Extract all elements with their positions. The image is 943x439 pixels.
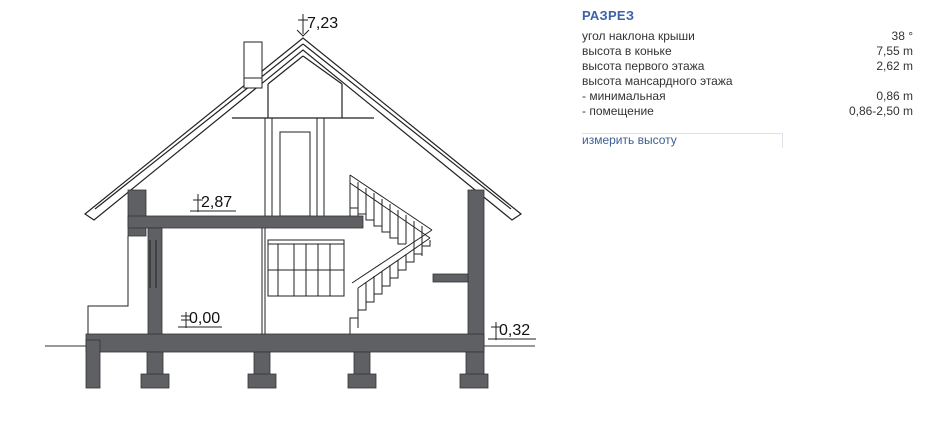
row-value: 38 ° (891, 29, 913, 43)
elevation-label-terrain: 0,32 (499, 322, 531, 339)
row-value: 7,55 m (876, 44, 913, 58)
window (262, 228, 344, 334)
elevation-label-ground: 0,00 (189, 310, 221, 327)
row-label: высота в коньке (582, 44, 672, 58)
chimney (244, 42, 262, 88)
row-label: - помещение (582, 104, 654, 118)
row-value: 0,86-2,50 m (848, 104, 913, 118)
row-value: 2,62 m (876, 59, 913, 73)
row-roof-angle (582, 29, 913, 44)
row-label: высота первого этажа (582, 59, 705, 73)
row-ridge-height (582, 44, 913, 59)
section-info-panel (582, 8, 913, 148)
row-label: - минимальная (582, 89, 666, 103)
row-attic-height (582, 74, 913, 89)
elevation-marker-ground (178, 310, 222, 328)
elevation-label-ridge: 7,23 (307, 15, 339, 32)
row-first-floor-height (582, 59, 913, 74)
elevation-marker-ridge (297, 14, 338, 36)
roof (85, 38, 521, 220)
elevation-marker-attic (190, 194, 236, 212)
row-label: высота мансардного этажа (582, 74, 733, 88)
elevation-label-attic: 2,87 (201, 194, 233, 211)
section-heading: РАЗРЕЗ (582, 8, 635, 23)
row-label: угол наклона крыши (582, 29, 695, 43)
row-value: 0,86 m (876, 89, 913, 103)
attic-partition (265, 118, 324, 216)
row-attic-min (582, 89, 913, 104)
row-attic-room (582, 104, 913, 119)
elevation-marker-terrain (488, 322, 536, 340)
measure-height-link[interactable]: измерить высоту (582, 133, 783, 148)
staircase (350, 175, 432, 334)
